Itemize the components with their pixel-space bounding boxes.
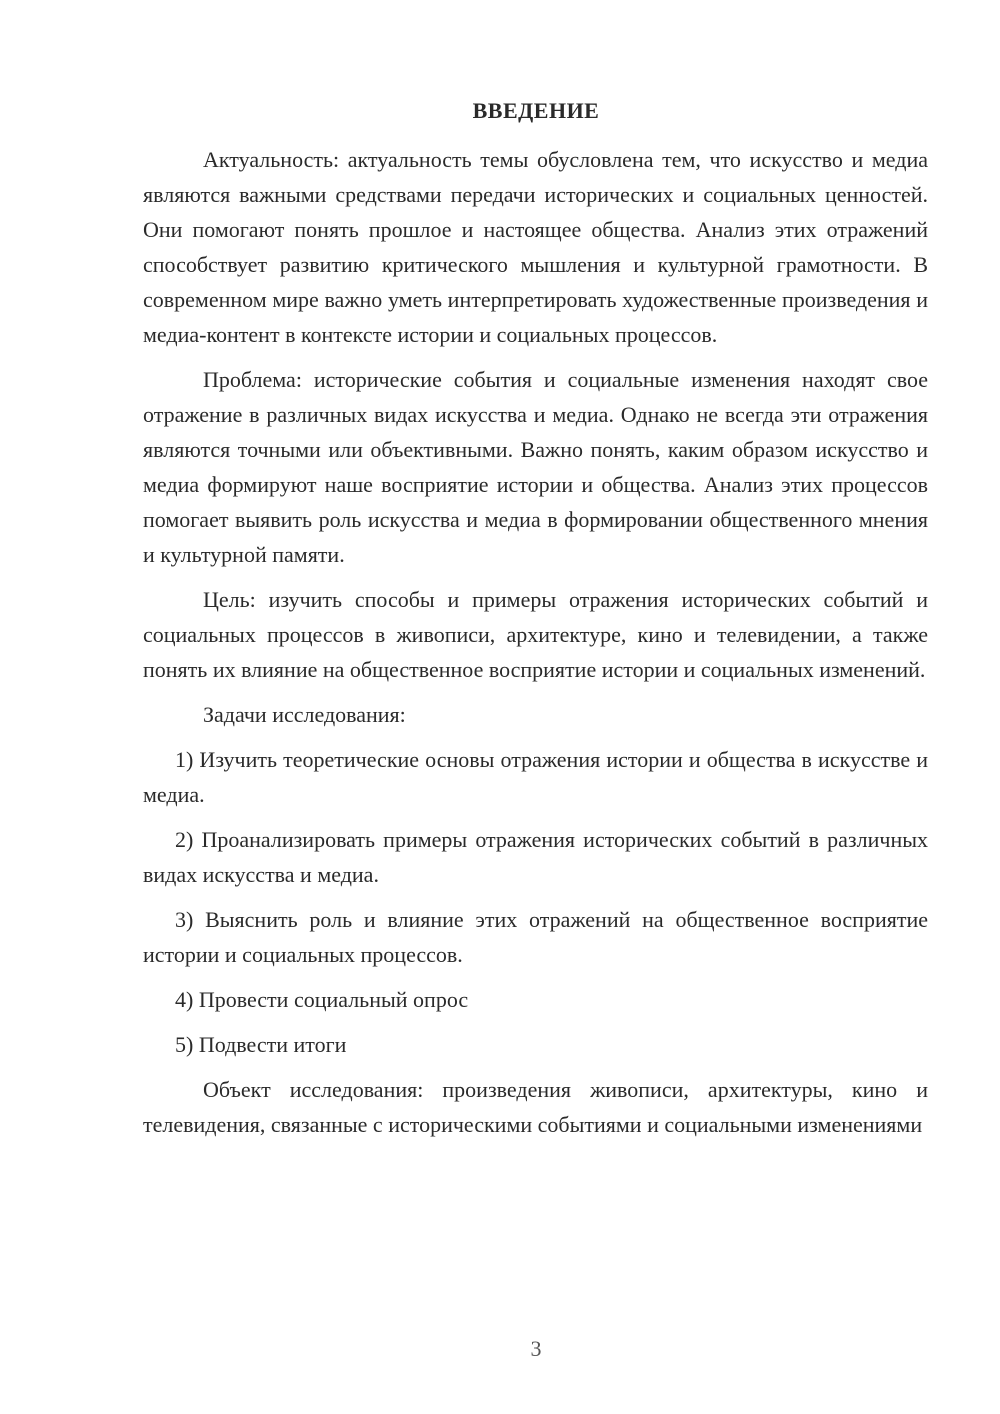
object-paragraph: Объект исследования: произведения живописи, архитектуры, кино и телевидения, связанные с историческими событиями и социальными изменениями	[143, 1077, 928, 1137]
problem-paragraph: Проблема: исторические события и социальные изменения находят свое отражение в различных видах искусства и медиа. Однако не всегда эти отражения являются точными или объективными. Важно понять, каким образом искусство и медиа формируют наше восприятие истории и общества. Анализ этих процессов помогает выявить роль искусства и медиа в формировании общественного мнения и культурной памяти.	[143, 367, 928, 567]
task-item: 1) Изучить теоретические основы отражения истории и общества в искусстве и медиа.	[143, 747, 928, 807]
task-item: 3) Выяснить роль и влияние этих отражений на общественное восприятие истории и социальных процессов.	[143, 907, 928, 967]
task-item: 5) Подвести итоги	[175, 1032, 347, 1057]
document-body	[143, 142, 928, 1152]
tasks-heading: Задачи исследования:	[203, 702, 406, 727]
page-title: ВВЕДЕНИЕ	[472, 98, 600, 123]
goal-paragraph: Цель: изучить способы и примеры отражения исторических событий и социальных процессов в живописи, архитектуре, кино и телевидении, а также понять их влияние на общественное восприятие истории и социальных изменений.	[143, 587, 928, 682]
relevance-paragraph: Актуальность: актуальность темы обусловлена тем, что искусство и медиа являются важными средствами передачи исторических и социальных ценностей. Они помогают понять прошлое и настоящее общества. Анализ этих отражений способствует развитию критического мышления и культурной грамотности. В современном мире важно уметь интерпретировать художественные произведения и медиа-контент в контексте истории и социальных процессов.	[143, 147, 928, 347]
task-item: 4) Провести социальный опрос	[175, 987, 469, 1012]
page-number: 3	[530, 1336, 542, 1361]
task-item: 2) Проанализировать примеры отражения исторических событий в различных видах искусства и медиа.	[143, 827, 928, 887]
